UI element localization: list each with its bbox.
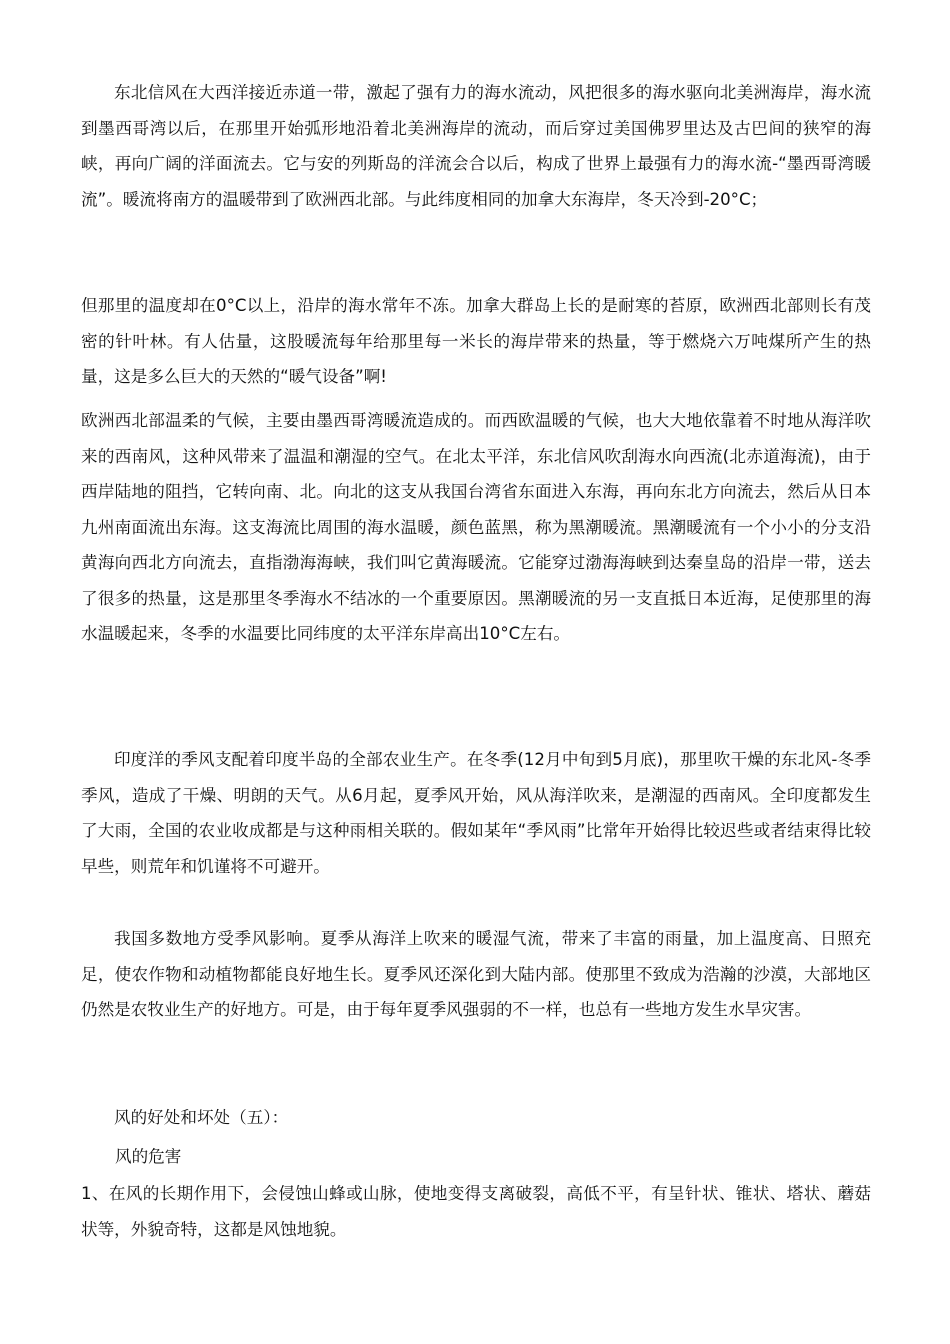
paragraph-gulf-stream: 东北信风在大西洋接近赤道一带，激起了强有力的海水流动，风把很多的海水驱向北美洲海岸，海水流到墨西哥湾以后，在那里开始弧形地沿着北美洲海岸的流动，而后穿过美国佛罗里达及古巴间的狭窄的海峡，再向广阔的洋面流去。它与安的列斯岛的洋流会合以后，构成了世界上最强有力的海水流-“墨西哥湾暖流”。暖流将南方的温暖带到了欧洲西北部。与此纬度相同的加拿大东海岸，冬天冷到-20°C； — [81, 83, 871, 209]
section-heading-wind-pros-cons: 风的好处和坏处（五）： — [114, 1108, 289, 1127]
subheading-wind-hazards: 风的危害 — [115, 1147, 182, 1166]
paragraph-temperature-contrast: 但那里的温度却在0°C以上，沿岸的海水常年不冻。加拿大群岛上长的是耐寒的苔原，欧洲西北部则长有茂密的针叶林。有人估量，这股暖流每年给那里每一米长的海岸带来的热量，等于燃烧六万吨煤所产生的热量，这是多么巨大的天然的“暖气设备”啊! — [81, 296, 871, 386]
list-item-wind-erosion: 1、在风的长期作用下，会侵蚀山蜂或山脉，使地变得支离破裂，高低不平，有呈针状、锥状、塔状、蘑菇状等，外貌奇特，这都是风蚀地貌。 — [81, 1184, 871, 1239]
paragraph-northwest-europe-climate: 欧洲西北部温柔的气候，主要由墨西哥湾暖流造成的。而西欧温暖的气候，也大大地依靠着不时地从海洋吹来的西南风，这种风带来了温温和潮湿的空气。在北太平洋，东北信风吹刮海水向西流(北赤道海流)，由于西岸陆地的阻挡，它转向南、北。向北的这支从我国台湾省东面进入东海，再向东北方向流去，然后从日本九州南面流出东海。这支海流比周围的海水温暖，颜色蓝黑，称为黑潮暖流。黑潮暖流有一个小小的分支沿黄海向西北方向流去，直指渤海海峡，我们叫它黄海暖流。它能穿过渤海海峡到达秦皇岛的沿岸一带，送去了很多的热量，这是那里冬季海水不结冰的一个重要原因。黑潮暖流的另一支直抵日本近海，足使那里的海水温暖起来，冬季的水温要比同纬度的太平洋东岸高出10°C左右。 — [81, 411, 871, 643]
paragraph-indian-monsoon: 印度洋的季风支配着印度半岛的全部农业生产。在冬季(12月中旬到5月底)，那里吹干燥的东北风-冬季季风，造成了干燥、明朗的天气。从6月起，夏季风开始，风从海洋吹来，是潮湿的西南风。全印度都发生了大雨，全国的农业收成都是与这种雨相关联的。假如某年“季风雨”比常年开始得比较迟些或者结束得比较早些，则荒年和饥谨将不可避开。 — [81, 750, 871, 876]
paragraph-china-monsoon: 我国多数地方受季风影响。夏季从海洋上吹来的暖湿气流，带来了丰富的雨量，加上温度高、日照充足，使农作物和动植物都能良好地生长。夏季风还深化到大陆内部。使那里不致成为浩瀚的沙漠，大部地区仍然是农牧业生产的好地方。可是，由于每年夏季风强弱的不一样，也总有一些地方发生水旱灾害。 — [81, 929, 871, 1019]
